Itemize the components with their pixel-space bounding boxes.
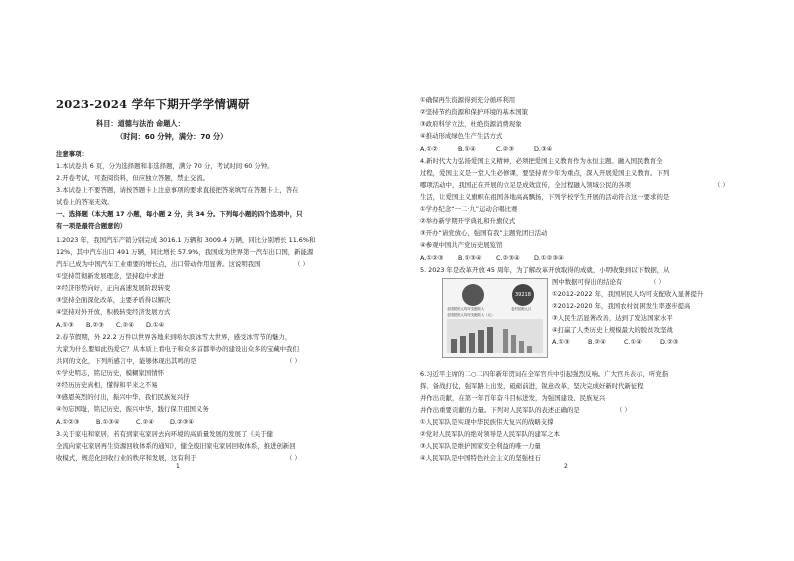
question-6-option: ③人民军队是维护国家安全利益的唯一力量	[420, 442, 541, 450]
figure-label: 全国居民人均可支配收入	[447, 307, 485, 311]
page-number: 2	[564, 463, 568, 470]
money-bag-icon	[462, 284, 484, 306]
note-line: 试卷上的答案无效。	[56, 198, 114, 206]
question-2-line: 大家为什么要如此热爱它？从本质上看电子和众多首都举办的建设出众多的宝藏中我们	[56, 345, 299, 353]
section-heading: 一、选择题（本大题 17 小题，每小题 2 分，共 34 分。下列每小题的四个选项中，只	[56, 210, 303, 218]
note-line: 2.开卷考试，可查阅资料，但应独立答题，禁止交流。	[56, 174, 210, 182]
choice-b: B.②③	[86, 321, 104, 329]
question-4-line: 4.新时代大力弘扬爱国主义精神，必须把爱国主义教育作为永恒主题。融入国民教育全	[420, 157, 663, 165]
exam-subject: 科目：道德与法治 命题人：	[96, 119, 185, 128]
question-4-option: ②举办新学期开学典礼和升旗仪式	[420, 217, 516, 225]
question-2-option: ①学史明志，铭记历史，模糊家国情怀	[56, 369, 164, 377]
question-6-option: ②党对人民军队的绝对领导是人民军队的建军之本	[420, 430, 560, 438]
question-3-line: 收模式，规范化回收行业的秩序和发展，这有利于	[56, 454, 197, 462]
question-5-option: ②2012-2020 年，我国农村贫困发生率逐步提高	[552, 302, 691, 310]
question-3-line: 3.关于家屯和家居，若有到家屯家居去向环境的高质量发展的发展了《关于健	[56, 430, 273, 438]
answer-paren: （ ）	[616, 406, 631, 414]
note-line: 3.本试卷上不要答题，请按答题卡上注意事项的要求直接把答案填写在答题卡上，答在	[56, 186, 299, 194]
figure-value: 39218	[515, 292, 531, 298]
question-3-option: ②坚持节约资源和保护环境的基本国策	[420, 108, 528, 116]
notes-title: 注意事项：	[56, 150, 88, 158]
choice-a: A.①②③	[56, 418, 80, 426]
figure-graphic	[443, 279, 547, 357]
question-1-option: ④坚持对外开放，积极转变经济发展方式	[56, 308, 171, 316]
choice-c: C.②④	[136, 418, 154, 426]
choice-b: B.②④	[588, 338, 606, 346]
question-4-line: 过程，爱国主义是一堂人生必修课，要坚持青少年为重点，深入开展爱国主义教育。下列	[420, 169, 670, 177]
chart-bar	[511, 335, 516, 353]
choice-a: A.①②	[420, 145, 438, 153]
choice-d: D.①②③④	[534, 254, 564, 262]
choice-d: D.②③	[660, 338, 679, 346]
exam-time: （时间：60 分钟，满分：70 分）	[116, 132, 228, 141]
question-2-line: 共同的文化，下列所感言中，能够体现出其鸣的是	[56, 357, 197, 365]
question-3-line: 全流向家屯家居再生资源回收体系的通知》，健全废旧家屯家居回收体系，推进创新回	[56, 442, 296, 450]
question-2-option: ②经历历史真相，懂得和平来之不易	[56, 381, 158, 389]
question-3-option: ④推动形成绿色生产生活方式	[420, 132, 503, 140]
choice-d: D.②③④	[170, 418, 195, 426]
question-5-option: ③人民生活显著改善，达到了发达国家水平	[552, 314, 673, 322]
choice-c: C.②③④	[496, 254, 520, 262]
question-6-line: 并作出贡献，在第一年百年奋斗目标进发，为强国建设、民族复兴	[420, 394, 606, 402]
answer-paren: （ ）	[650, 278, 665, 286]
choice-c: C.②③	[496, 145, 514, 153]
chart-bar	[451, 339, 457, 353]
question-5-line: 图中数据可得出的结论有	[552, 278, 623, 286]
answer-paren: （ ）	[286, 357, 301, 365]
page-number: 1	[176, 463, 180, 470]
chart-bar	[478, 330, 484, 353]
question-2-option: ③感恩英烈的付出，振兴中华，我们民族复兴抒	[56, 393, 190, 401]
question-4-option: ①学办纪念“一二·九”运动合唱比赛	[420, 205, 518, 213]
answer-paren: （ ）	[714, 181, 729, 189]
figure-caption: 全国居民人均可支配收入（元）	[447, 313, 495, 317]
note-line: 1.本试卷共 6 页，分为选择题和非选择题，满分 70 分，考试时间 60 分钟。	[56, 162, 274, 170]
choice-c: C.②④	[116, 321, 134, 329]
chart-bar	[469, 333, 475, 353]
question-1-line: 12%，其中汽车出口 491 万辆，同比增长 57.9%，我国成为世界第一汽车出口国，新能源	[56, 248, 314, 256]
question-4-line: 生活，让爱国主义旗帜在祖国各地高高飘扬，下列学校学生开展的活动符合这一要求的是	[420, 193, 670, 201]
question-3-option: ③政府科学立法，杜绝资源消费现象	[420, 120, 522, 128]
question-6-line: 6.习近平主席的二○二四年新年贺词在全军官兵中引起强烈反响。广大官兵表示，听党指	[420, 370, 669, 378]
right-page	[420, 0, 750, 561]
choice-b: B.①③④	[458, 254, 482, 262]
question-5-line: 5. 2023 年是改革开放 45 周年，为了解改革开放取得的成就，小明收集到以下数据，从	[420, 266, 670, 274]
question-4-option: ④参观中国共产党历史展览馆	[420, 241, 503, 249]
question-1-option: ③坚持全面深化改革，主要矛盾得以解决	[56, 296, 171, 304]
question-1-option: ①坚持贯彻新发展理念，坚持稳中求进	[56, 272, 164, 280]
income-figure	[442, 278, 548, 358]
question-2-option: ④勿忘国耻，铭记历史，振兴中华，践行保卫祖国义务	[56, 405, 209, 413]
section-heading: 有一项是最符合题意的）	[56, 222, 127, 230]
chart-bar	[487, 327, 493, 353]
question-1-line: 汽车已成为中国汽车工业重要的增长点，出口带动作用显著。这说明我国	[56, 260, 261, 268]
chart-bar	[503, 329, 508, 353]
question-4-line: 哪项活动中，我国正在开展的立足是成效宣传，全过程融入领域公民的各项	[420, 181, 631, 189]
exam-title: 2023-2024 学年下期开学学情调研	[56, 97, 250, 111]
question-1-line: 1.2023 年，我国汽车产销分别完成 3016.1 万辆和 3009.4 万辆，同比分别增长 11.6%和	[56, 236, 316, 244]
question-1-option: ②经济形势向好，正向高速发展阶段转变	[56, 284, 171, 292]
question-6-line: 挥、备战打仗，强军路上出发，砥砺前进，锐意改革，坚决完成好新时代新征程	[420, 382, 644, 390]
question-6-option: ①人民军队是实现中华民族伟大复兴的战略支撑	[420, 418, 554, 426]
question-5-option: ④打赢了人类历史上规模最大的脱贫攻坚战	[552, 326, 673, 334]
question-4-option: ③开办“请党放心，强国有我”主题党团日活动	[420, 229, 548, 237]
choice-b: B.①③④	[96, 418, 120, 426]
choice-b: B.①④	[458, 145, 476, 153]
chart-bar	[519, 341, 524, 353]
question-6-line: 并作出重要贡献的力量。下列对人民军队的表述正确的是	[420, 406, 580, 414]
choice-c: C.①④	[624, 338, 642, 346]
choice-a: A.①③	[56, 321, 74, 329]
question-5-option: ①2012-2022 年，我国居民人均可支配收入显著提升	[552, 290, 704, 298]
choice-a: A.①③	[552, 338, 570, 346]
answer-paren: （ ）	[294, 260, 309, 268]
left-page	[56, 0, 384, 561]
choice-d: D.①④	[146, 321, 165, 329]
question-2-line: 2.春节假期，外 22.2 万件以世界各地来到哈尔滨冰雪大世界，感受冰雪节的魅力，	[56, 333, 292, 341]
choice-d: D.③④	[534, 145, 553, 153]
question-6-option: ④人民军队是中国特色社会主义的坚强柱石	[420, 454, 541, 462]
answer-paren: （ ）	[286, 454, 301, 462]
chart-bar	[460, 336, 466, 353]
question-3-option: ①确保再生资源得到充分循环利用	[420, 96, 516, 104]
choice-a: A.①②③	[420, 254, 444, 262]
chart-bar	[527, 346, 532, 353]
figure-label: 农村贫困人口	[511, 307, 532, 311]
